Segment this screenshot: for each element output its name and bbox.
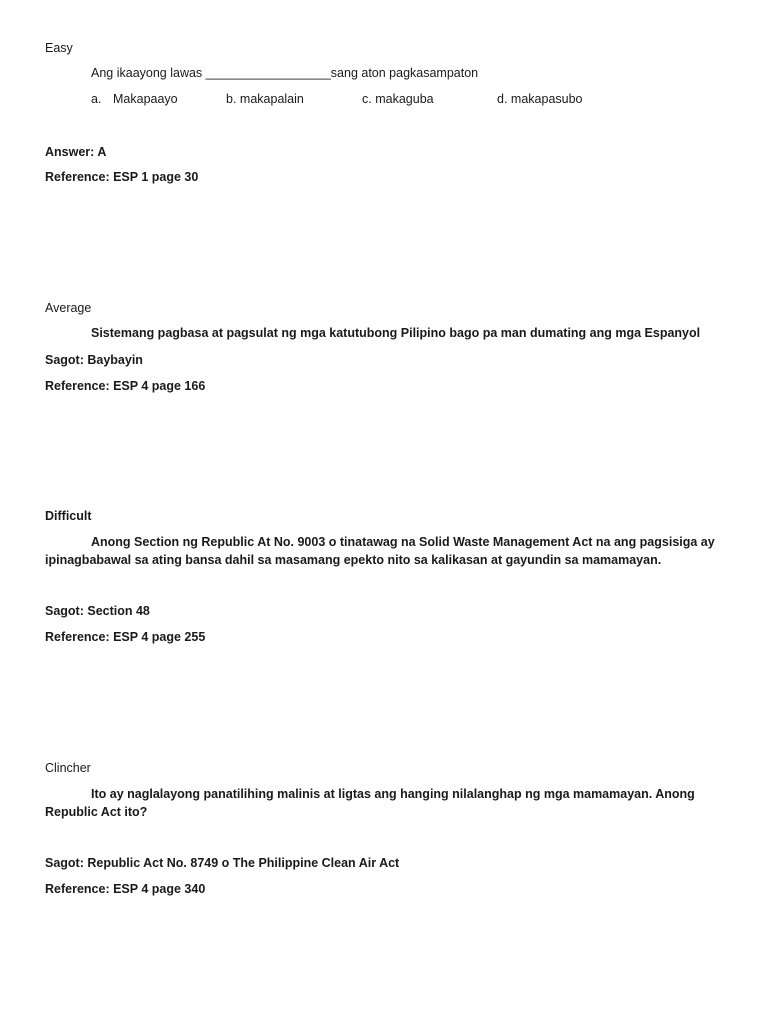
average-reference: Reference: ESP 4 page 166 bbox=[45, 379, 206, 393]
difficult-reference: Reference: ESP 4 page 255 bbox=[45, 630, 206, 644]
choice-b-letter: b. bbox=[226, 92, 237, 106]
average-level-label: Average bbox=[45, 301, 92, 315]
choice-a-letter: a. bbox=[91, 92, 102, 106]
easy-question: Ang ikaayong lawas __________________sang aton pagkasampaton bbox=[91, 66, 479, 80]
choice-c-letter: c. bbox=[362, 92, 372, 106]
easy-level-label: Easy bbox=[45, 41, 73, 55]
choice-d-letter: d. bbox=[497, 92, 508, 106]
choice-c-text: makaguba bbox=[375, 92, 434, 106]
choice-b-text: makapalain bbox=[239, 92, 304, 106]
difficult-answer: Sagot: Section 48 bbox=[45, 604, 150, 618]
clincher-reference: Reference: ESP 4 page 340 bbox=[45, 882, 206, 896]
choice-d-text: makapasubo bbox=[510, 92, 583, 106]
difficult-question: Anong Section ng Republic At No. 9003 o tinatawag na Solid Waste Management Act na ang pagsisiga ay ipinagbabawal sa ating bansa dahil sa masamang epekto nito sa kalikasan at gayundin sa mamamayan. bbox=[45, 535, 715, 567]
choice-a-text: Makapaayo bbox=[113, 92, 178, 106]
average-question: Sistemang pagbasa at pagsulat ng mga katutubong Pilipino bago pa man dumating ang mga Espanyol bbox=[91, 326, 701, 340]
clincher-level-label: Clincher bbox=[45, 761, 91, 775]
easy-reference: Reference: ESP 1 page 30 bbox=[45, 170, 199, 184]
easy-answer: Answer: A bbox=[45, 145, 107, 159]
average-answer: Sagot: Baybayin bbox=[45, 353, 143, 367]
clincher-question: Ito ay naglalayong panatilihing malinis at ligtas ang hanging nilalanghap ng mga mamamayan. Anong Republic Act ito? bbox=[45, 787, 695, 819]
clincher-answer: Sagot: Republic Act No. 8749 o The Philippine Clean Air Act bbox=[45, 856, 400, 870]
difficult-level-label: Difficult bbox=[45, 509, 92, 523]
